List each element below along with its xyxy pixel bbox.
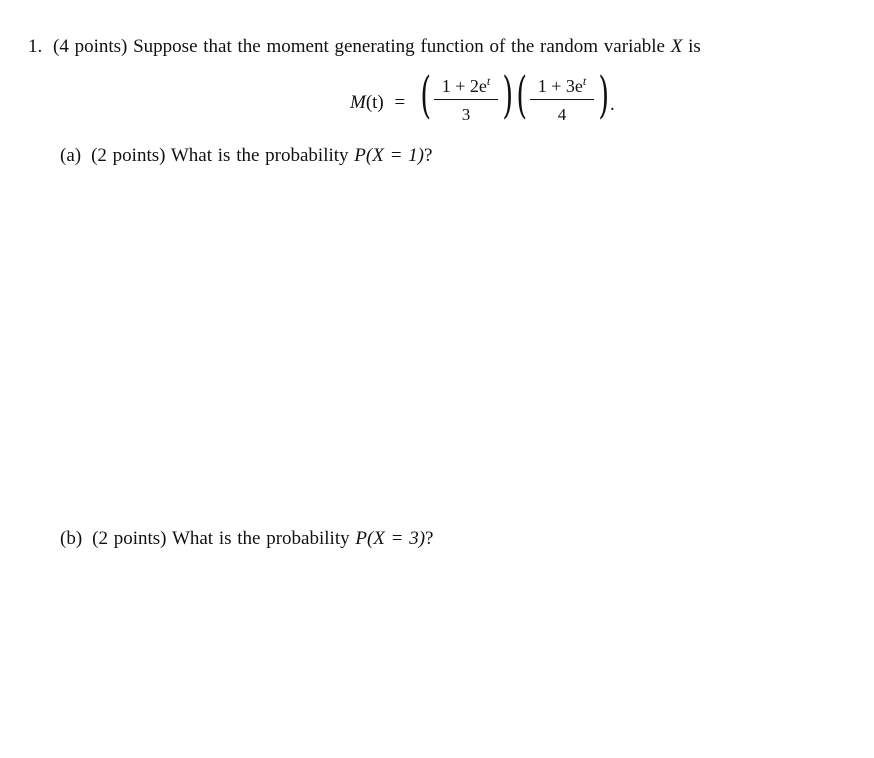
left-paren-2: ( [516, 66, 528, 124]
question-points: (4 points) [53, 36, 128, 57]
part-b: (b) (2 points) What is the probability P(X = 3)? [60, 528, 434, 549]
random-variable: X [670, 36, 683, 57]
question-text [53, 37, 701, 56]
part-b-text: What is the probability [171, 528, 350, 549]
fraction-2-denominator: 4 [557, 105, 567, 124]
formula-lhs: M(t) = [350, 92, 406, 113]
question-prompt: Suppose that the moment generating function of the random variable [133, 36, 665, 57]
fraction-2 [530, 76, 594, 125]
question-prompt-end: is [688, 36, 701, 57]
question-number: 1. [28, 36, 43, 57]
fraction-1 [434, 76, 498, 125]
part-b-points: (2 points) [92, 528, 167, 549]
part-b-expr: P(X = 3) [355, 528, 426, 549]
part-a: (a) (2 points) What is the probability P(X = 1)? [60, 145, 433, 166]
part-b-label: (b) [60, 528, 83, 549]
part-a-points: (2 points) [91, 145, 166, 166]
part-a-expr: P(X = 1) [354, 145, 424, 166]
fraction-2-numerator: $1 + 3e^t$ [530, 76, 594, 100]
part-a-label: (a) [60, 145, 82, 166]
fraction-1-denominator: 3 [461, 105, 471, 124]
mgf-formula [350, 66, 650, 132]
right-paren-2: ) [598, 66, 610, 124]
right-paren-1: ) [502, 66, 514, 124]
formula-period: . [610, 94, 615, 115]
left-paren-1: ( [420, 66, 432, 124]
fraction-1-numerator: $1 + 2e^t$ [434, 76, 498, 100]
part-a-text: What is the probability [170, 145, 349, 166]
